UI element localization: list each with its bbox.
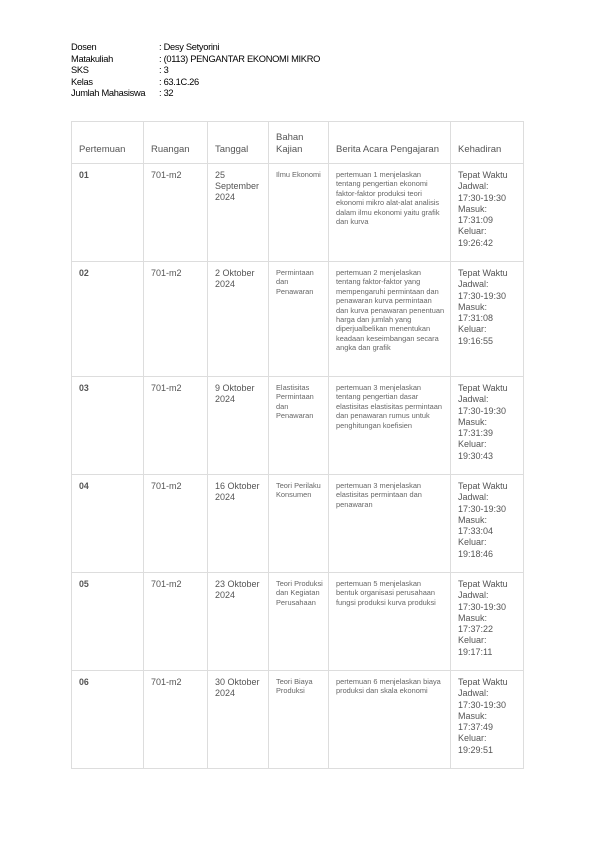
info-row-matakuliah: [71, 54, 320, 66]
info-label: Jumlah Mahasiswa: [71, 88, 146, 98]
check-in-value: 17:37:49: [458, 722, 494, 733]
schedule-value: 17:30-19:30: [458, 699, 507, 710]
description: pertemuan 6 menjelaskan biaya produksi dan skala ekonomi: [329, 671, 451, 769]
meeting-number: 02: [72, 262, 144, 377]
topic: Teori Biaya Produksi: [269, 671, 329, 769]
attendance-status: Tepat Waktu: [458, 383, 508, 393]
topic: Ilmu Ekonomi: [269, 164, 329, 262]
schedule-value: 17:30-19:30: [458, 192, 507, 203]
table-row: [72, 262, 524, 377]
attendance-table: [71, 121, 524, 769]
table-row: [72, 671, 524, 769]
attendance-status: Tepat Waktu: [458, 481, 508, 491]
info-value: : (0113) PENGANTAR EKONOMI MIKRO: [159, 53, 321, 64]
description: pertemuan 3 menjelaskan elastisitas permintaan dan penawaran: [329, 475, 451, 573]
date: 23 Oktober 2024: [208, 573, 269, 671]
info-label: SKS: [71, 65, 89, 75]
header-tanggal: Tanggal: [208, 122, 269, 164]
description: pertemuan 1 menjelaskan tentang pengertian ekonomi faktor-faktor produksi teori ekonomi mikro alat-alat analisis dalam ilmu ekonomi yaitu grafik dan kurva: [329, 164, 451, 262]
check-in-label: Masuk:: [458, 710, 488, 721]
attendance-status: Tepat Waktu: [458, 170, 508, 180]
info-row-dosen: [71, 42, 320, 54]
info-label: Dosen: [71, 42, 97, 52]
room: 701-m2: [144, 475, 208, 573]
attendance: [451, 671, 524, 769]
check-out-value: 19:17:11: [458, 646, 493, 657]
table-header-row: [72, 122, 524, 164]
meeting-number: 05: [72, 573, 144, 671]
info-value: : 63.1C.26: [159, 76, 199, 87]
table-row: [72, 573, 524, 671]
header-pertemuan: Pertemuan: [72, 122, 144, 164]
header-bahan-kajian: Bahan Kajian: [269, 122, 329, 164]
check-in-label: Masuk:: [458, 301, 488, 312]
attendance-status: Tepat Waktu: [458, 677, 508, 687]
attendance: [451, 164, 524, 262]
meeting-number: 04: [72, 475, 144, 573]
header-kehadiran: Kehadiran: [451, 122, 524, 164]
check-in-label: Masuk:: [458, 203, 488, 214]
check-out-label: Keluar:: [458, 324, 487, 335]
room: 701-m2: [144, 573, 208, 671]
check-in-value: 17:31:08: [458, 313, 494, 324]
attendance: [451, 475, 524, 573]
info-row-sks: [71, 65, 320, 77]
topic: Teori Produksi dan Kegiatan Perusahaan: [269, 573, 329, 671]
description: pertemuan 3 menjelaskan tentang pengertian dasar elastisitas elastisitas permintaan dan penawaran rumus untuk penghitungan koefisien: [329, 377, 451, 475]
info-value: : 3: [159, 65, 169, 75]
schedule-value: 17:30-19:30: [458, 503, 507, 514]
check-out-label: Keluar:: [458, 537, 487, 548]
check-in-value: 17:33:04: [458, 526, 494, 537]
check-in-label: Masuk:: [458, 514, 488, 525]
room: 701-m2: [144, 164, 208, 262]
info-row-jumlah-mahasiswa: [71, 88, 320, 100]
schedule-label: Jadwal:: [458, 279, 489, 290]
course-info: [71, 42, 320, 100]
date: 30 Oktober 2024: [208, 671, 269, 769]
schedule-label: Jadwal:: [458, 181, 489, 192]
schedule-value: 17:30-19:30: [458, 290, 507, 301]
attendance: [451, 377, 524, 475]
schedule-label: Jadwal:: [458, 688, 489, 699]
date: 9 Oktober 2024: [208, 377, 269, 475]
attendance-status: Tepat Waktu: [458, 268, 508, 278]
date: 25 September 2024: [208, 164, 269, 262]
room: 701-m2: [144, 377, 208, 475]
schedule-label: Jadwal:: [458, 590, 489, 601]
table-row: [72, 475, 524, 573]
check-out-value: 19:18:46: [458, 548, 494, 559]
info-row-kelas: [71, 77, 320, 89]
info-label: Kelas: [71, 76, 93, 87]
check-out-value: 19:26:42: [458, 237, 494, 248]
check-out-label: Keluar:: [458, 733, 487, 744]
check-in-label: Masuk:: [458, 612, 488, 623]
schedule-label: Jadwal:: [458, 394, 489, 405]
table-row: [72, 377, 524, 475]
info-label: Matakuliah: [71, 53, 113, 64]
schedule-value: 17:30-19:30: [458, 405, 507, 416]
meeting-number: 06: [72, 671, 144, 769]
check-in-label: Masuk:: [458, 416, 488, 427]
date: 16 Oktober 2024: [208, 475, 269, 573]
info-value: : 32: [159, 88, 174, 98]
header-berita-acara: Berita Acara Pengajaran: [329, 122, 451, 164]
topic: Permintaan dan Penawaran: [269, 262, 329, 377]
table-row: [72, 164, 524, 262]
check-in-value: 17:31:39: [458, 428, 494, 439]
meeting-number: 03: [72, 377, 144, 475]
check-out-value: 19:30:43: [458, 450, 494, 461]
attendance: [451, 262, 524, 377]
check-out-value: 19:16:55: [458, 335, 494, 346]
date: 2 Oktober 2024: [208, 262, 269, 377]
room: 701-m2: [144, 262, 208, 377]
meeting-number: 01: [72, 164, 144, 262]
check-out-label: Keluar:: [458, 439, 487, 450]
topic: Teori Perilaku Konsumen: [269, 475, 329, 573]
info-value: : Desy Setyorini: [159, 42, 220, 52]
check-in-value: 17:31:09: [458, 215, 494, 226]
check-out-label: Keluar:: [458, 635, 487, 646]
attendance-status: Tepat Waktu: [458, 579, 508, 589]
check-in-value: 17:37:22: [458, 624, 494, 635]
topic: Elastisitas Permintaan dan Penawaran: [269, 377, 329, 475]
schedule-value: 17:30-19:30: [458, 601, 507, 612]
attendance: [451, 573, 524, 671]
schedule-label: Jadwal:: [458, 492, 489, 503]
check-out-label: Keluar:: [458, 226, 487, 237]
description: pertemuan 2 menjelaskan tentang faktor-faktor yang mempengaruhi permintaan dan penawaran kurva permintaan dan kurva penawaran penentuan harga dan jumlah yang diperjualbelikan menentukan keadaan keseimbangan secara angka dan grafik: [329, 262, 451, 377]
room: 701-m2: [144, 671, 208, 769]
check-out-value: 19:29:51: [458, 744, 494, 755]
description: pertemuan 5 menjelaskan bentuk organisasi perusahaan fungsi produksi kurva produksi: [329, 573, 451, 671]
header-ruangan: Ruangan: [144, 122, 208, 164]
